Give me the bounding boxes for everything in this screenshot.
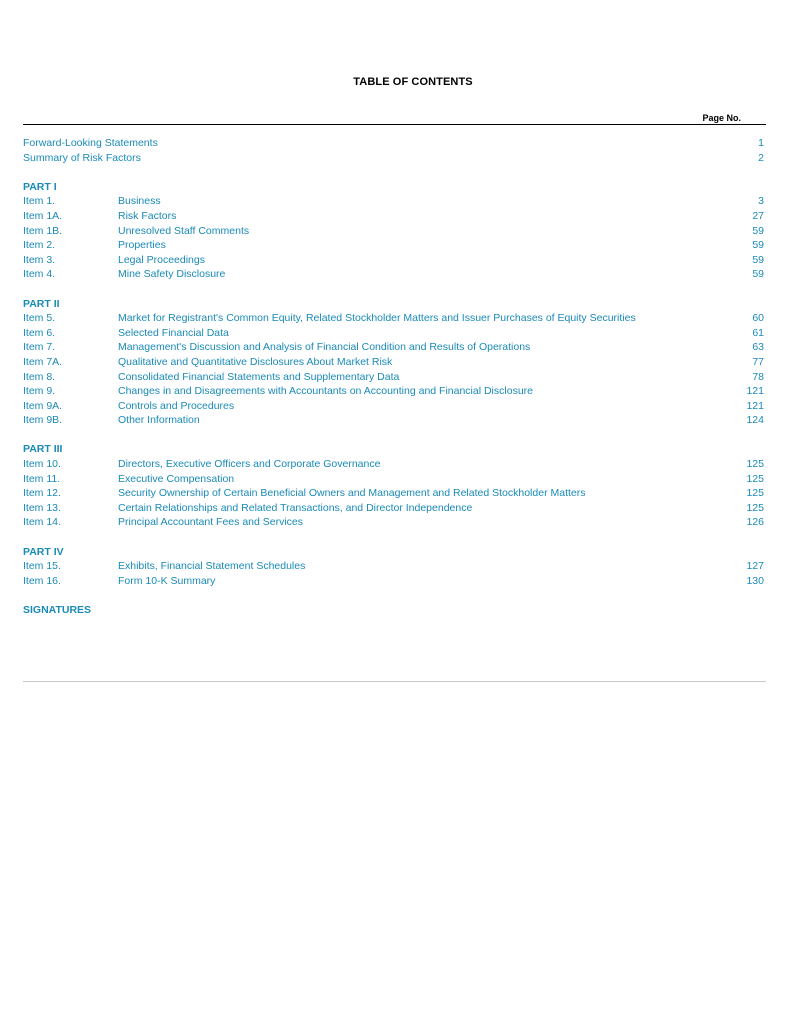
toc-item-title[interactable]: Mine Safety Disclosure (118, 268, 226, 281)
toc-item-page[interactable]: 127 (746, 560, 764, 573)
section-spacer (23, 428, 764, 443)
toc-item-title[interactable]: Form 10-K Summary (118, 574, 216, 587)
toc-item-page[interactable]: 125 (746, 458, 764, 471)
toc-item-page[interactable]: 78 (752, 370, 764, 383)
toc-item-number: Item 8. (23, 370, 56, 383)
toc-entry-item-1a[interactable] (23, 209, 764, 224)
toc-item-title[interactable]: Risk Factors (118, 209, 177, 222)
toc-entry-item-8[interactable] (23, 370, 764, 385)
toc-item-title[interactable]: Principal Accountant Fees and Services (118, 516, 304, 529)
toc-entry-item-7[interactable] (23, 340, 764, 355)
toc-item-number: Item 3. (23, 253, 56, 266)
toc-entry-page[interactable]: 1 (758, 137, 764, 149)
toc-item-page[interactable]: 59 (752, 253, 764, 266)
toc-entry-item-15[interactable] (23, 559, 764, 574)
toc-entry-forward-looking-statements[interactable] (23, 136, 764, 151)
toc-item-number: Item 7. (23, 341, 56, 354)
toc-item-title[interactable]: Legal Proceedings (118, 253, 205, 266)
part-iii-heading[interactable]: PART III (23, 443, 63, 456)
toc-entry-item-7a[interactable] (23, 355, 764, 370)
toc-item-number: Item 9. (23, 385, 56, 398)
section-spacer (23, 165, 764, 180)
toc-item-title[interactable]: Security Ownership of Certain Beneficial Owners and Management and Related Stockholder Matters (118, 487, 586, 500)
toc-item-title[interactable]: Certain Relationships and Related Transactions, and Director Independence (118, 501, 473, 514)
toc-item-number: Item 15. (23, 560, 61, 573)
toc-item-title[interactable]: Directors, Executive Officers and Corporate Governance (118, 458, 381, 471)
toc-item-title[interactable]: Qualitative and Quantitative Disclosures About Market Risk (118, 355, 393, 368)
toc-item-number: Item 6. (23, 326, 56, 339)
toc-item-title[interactable]: Unresolved Staff Comments (118, 224, 250, 237)
header-divider (23, 124, 766, 125)
toc-item-number: Item 1. (23, 195, 56, 208)
signatures-link[interactable]: SIGNATURES (23, 604, 92, 616)
toc-entry-item-9b[interactable] (23, 413, 764, 428)
toc-item-title[interactable]: Executive Compensation (118, 472, 235, 485)
page-footer-divider (23, 681, 766, 682)
toc-item-page[interactable]: 126 (746, 516, 764, 529)
toc-entry-item-5[interactable] (23, 311, 764, 326)
toc-item-title[interactable]: Selected Financial Data (118, 326, 229, 339)
toc-entry-item-4[interactable] (23, 267, 764, 282)
toc-entry-item-13[interactable] (23, 501, 764, 516)
part-iv-heading[interactable]: PART IV (23, 545, 64, 558)
toc-item-number: Item 1A. (23, 209, 63, 222)
toc-item-page[interactable]: 125 (746, 472, 764, 485)
part-i-heading[interactable]: PART I (23, 180, 57, 193)
toc-entry-item-1b[interactable] (23, 224, 764, 239)
toc-item-page[interactable]: 59 (752, 224, 764, 237)
toc-item-number: Item 7A. (23, 355, 63, 368)
toc-entry-title[interactable]: Summary of Risk Factors (23, 151, 141, 164)
toc-item-page[interactable]: 121 (746, 385, 764, 398)
toc-item-title[interactable]: Changes in and Disagreements with Accountants on Accounting and Financial Disclosure (118, 385, 533, 398)
toc-item-page[interactable]: 27 (752, 209, 764, 222)
toc-entry-summary-of-risk-factors[interactable] (23, 151, 764, 166)
toc-item-page[interactable]: 3 (758, 195, 764, 208)
toc-entry-item-1[interactable] (23, 194, 764, 209)
toc-item-title[interactable]: Business (118, 195, 161, 208)
toc-entry-item-9a[interactable] (23, 399, 764, 414)
toc-item-number: Item 10. (23, 458, 61, 471)
toc-item-number: Item 9A. (23, 399, 63, 412)
toc-entry-item-3[interactable] (23, 253, 764, 268)
part-ii-heading[interactable]: PART II (23, 297, 60, 310)
toc-item-title[interactable]: Management's Discussion and Analysis of Financial Condition and Results of Operations (118, 341, 531, 354)
section-spacer (23, 530, 764, 545)
toc-item-page[interactable]: 61 (752, 326, 764, 339)
toc-item-page[interactable]: 59 (752, 268, 764, 281)
page-no-column-header: Page No. (702, 113, 741, 123)
toc-item-number: Item 13. (23, 501, 61, 514)
section-spacer (23, 282, 764, 297)
toc-item-page[interactable]: 130 (746, 574, 764, 587)
toc-entry-title[interactable]: Forward-Looking Statements (23, 137, 158, 149)
toc-entry-item-16[interactable] (23, 574, 764, 589)
toc-entry-item-12[interactable] (23, 486, 764, 501)
toc-item-page[interactable]: 125 (746, 487, 764, 500)
toc-item-page[interactable]: 60 (752, 312, 764, 325)
table-of-contents (23, 136, 764, 618)
toc-item-page[interactable]: 59 (752, 239, 764, 252)
toc-item-page[interactable]: 121 (746, 399, 764, 412)
toc-item-number: Item 4. (23, 268, 56, 281)
toc-entry-item-9[interactable] (23, 384, 764, 399)
toc-item-number: Item 14. (23, 516, 61, 529)
toc-item-title[interactable]: Consolidated Financial Statements and Supplementary Data (118, 370, 400, 383)
toc-item-number: Item 16. (23, 574, 61, 587)
toc-entry-item-10[interactable] (23, 457, 764, 472)
toc-item-page[interactable]: 124 (746, 414, 764, 427)
toc-item-page[interactable]: 125 (746, 501, 764, 514)
toc-item-page[interactable]: 63 (752, 341, 764, 354)
toc-item-page[interactable]: 77 (752, 355, 764, 368)
toc-entry-item-2[interactable] (23, 238, 764, 253)
toc-item-number: Item 9B. (23, 414, 63, 427)
toc-item-title[interactable]: Properties (118, 239, 166, 252)
toc-item-title[interactable]: Controls and Procedures (118, 399, 235, 412)
toc-item-title[interactable]: Exhibits, Financial Statement Schedules (118, 560, 306, 573)
toc-item-number: Item 5. (23, 312, 56, 325)
toc-entry-item-14[interactable] (23, 515, 764, 530)
toc-item-title[interactable]: Market for Registrant's Common Equity, Related Stockholder Matters and Issuer Purchases of Equity Securities (118, 312, 636, 325)
toc-item-title[interactable]: Other Information (118, 414, 200, 427)
toc-item-number: Item 12. (23, 487, 61, 500)
toc-entry-item-11[interactable] (23, 472, 764, 487)
toc-item-number: Item 11. (23, 472, 61, 485)
toc-title: TABLE OF CONTENTS (353, 76, 473, 88)
toc-item-number: Item 1B. (23, 224, 63, 237)
toc-item-number: Item 2. (23, 239, 56, 252)
toc-entry-page[interactable]: 2 (758, 151, 764, 164)
section-spacer (23, 588, 764, 603)
toc-entry-item-6[interactable] (23, 326, 764, 341)
